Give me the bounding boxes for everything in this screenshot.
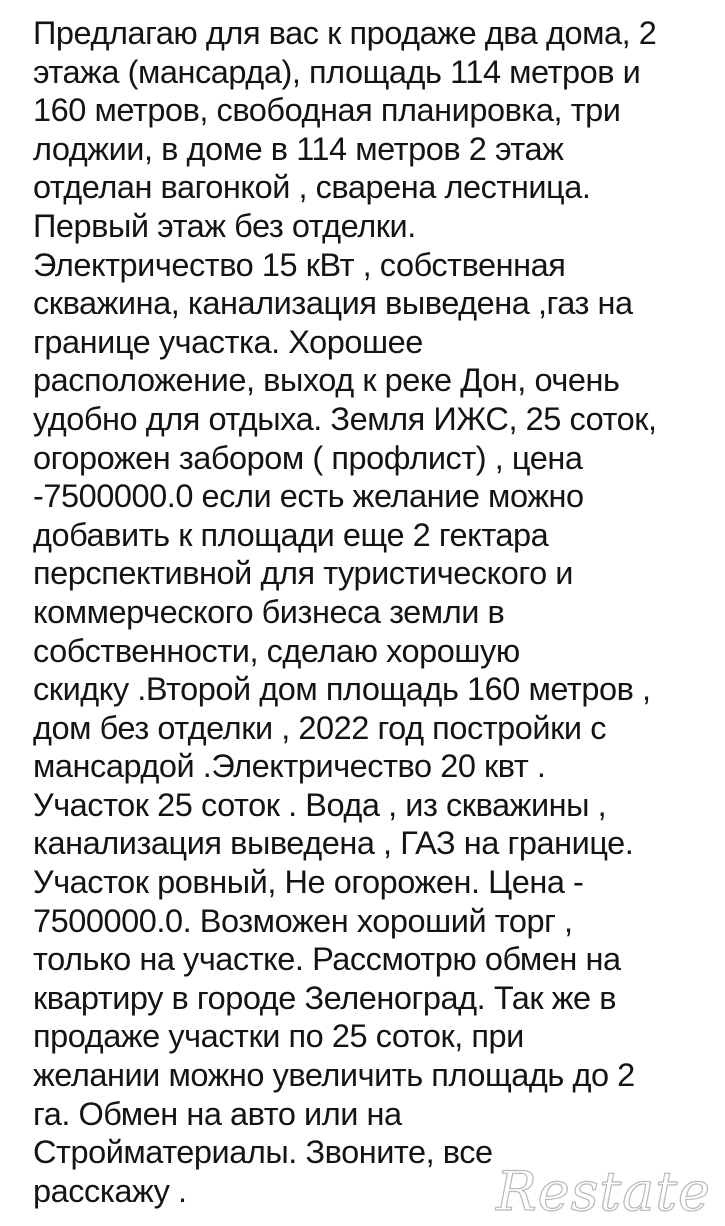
text-line: добавить к площади еще 2 гектара xyxy=(33,516,549,553)
text-line: лоджии, в доме в 114 метров 2 этаж xyxy=(33,130,564,167)
text-line: га. Обмен на авто или на xyxy=(33,1095,402,1132)
text-line: дом без отделки , 2022 год постройки с xyxy=(33,709,606,746)
text-line: мансардой .Электричество 20 квт . xyxy=(33,748,546,785)
text-line: скидку .Второй дом площадь 160 метров , xyxy=(33,671,651,708)
listing-description-text xyxy=(33,14,703,1210)
text-line: Электричество 15 кВт , собственная xyxy=(33,246,566,283)
text-line: коммерческого бизнеса земли в xyxy=(33,593,505,630)
text-line: скважина, канализация выведена ,газ на xyxy=(33,285,633,322)
text-line: огорожен забором ( профлист) , цена xyxy=(33,439,583,476)
text-line: Предлагаю для вас к продаже два дома, 2 xyxy=(33,15,657,51)
text-line: желании можно увеличить площадь до 2 xyxy=(33,1057,635,1094)
text-line: собственности, сделаю хорошую xyxy=(33,632,520,669)
text-line: только на участке. Рассмотрю обмен на xyxy=(33,941,621,978)
text-line: продаже участки по 25 соток, при xyxy=(33,1018,524,1055)
text-line: Участок ровный, Не огорожен. Цена - xyxy=(33,864,584,901)
text-line: Участок 25 соток . Вода , из скважины , xyxy=(33,786,607,823)
text-line: расскажу . xyxy=(33,1172,187,1209)
text-line: Первый этаж без отделки. xyxy=(33,207,416,244)
text-line: Стройматериалы. Звоните, все xyxy=(33,1134,493,1171)
text-line: квартиру в городе Зеленоград. Так же в xyxy=(33,979,617,1016)
text-line: -7500000.0 если есть желание можно xyxy=(33,478,584,515)
text-line: 160 метров, свободная планировка, три xyxy=(33,92,621,129)
text-line: границе участка. Хорошее xyxy=(33,323,423,360)
text-line: удобно для отдыха. Земля ИЖС, 25 соток, xyxy=(33,400,657,437)
text-line: расположение, выход к реке Дон, очень xyxy=(33,362,620,399)
text-line: отделан вагонкой , сварена лестница. xyxy=(33,169,591,206)
text-line: этажа (мансарда), площадь 114 метров и xyxy=(33,53,641,90)
text-line: канализация выведена , ГАЗ на границе. xyxy=(33,825,634,862)
restate-watermark-logo: Restate xyxy=(496,1160,711,1223)
text-line: 7500000.0. Возможен хороший торг , xyxy=(33,902,573,939)
text-line: перспективной для туристического и xyxy=(33,555,573,592)
